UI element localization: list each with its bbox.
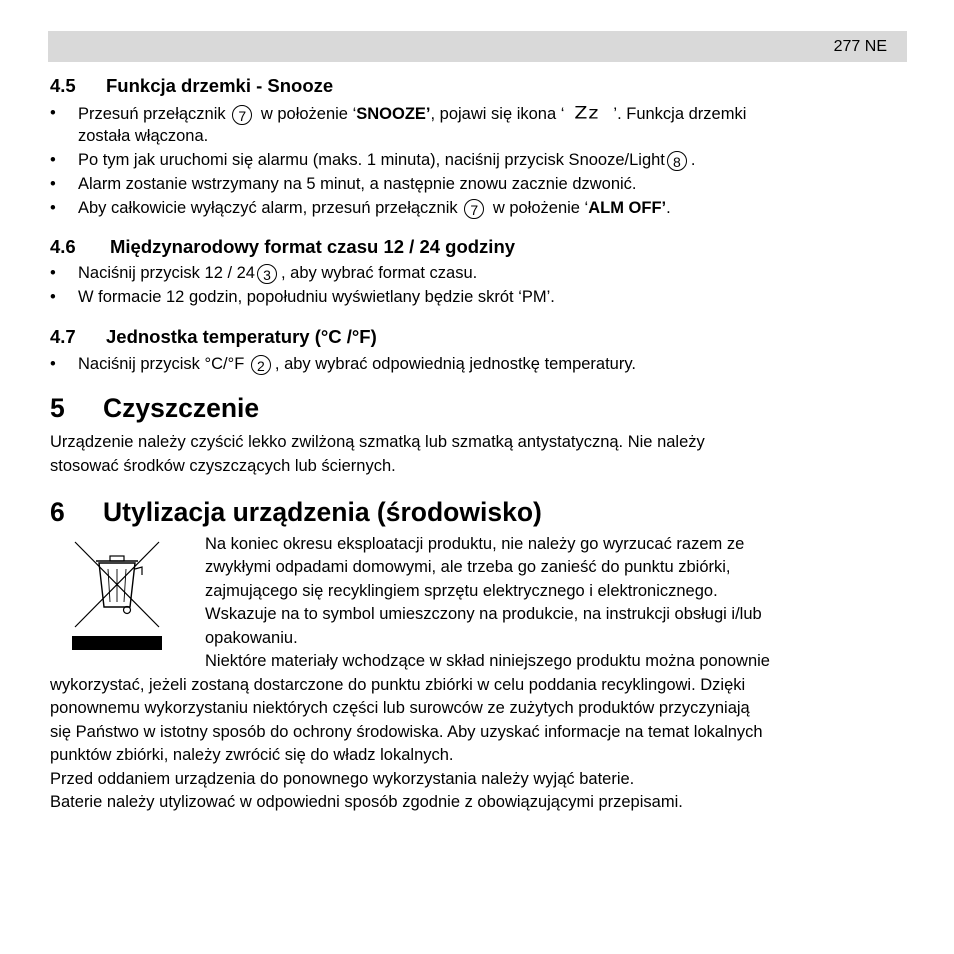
paragraph-line: opakowaniu. [205,629,298,647]
page-header-bar [48,31,907,62]
section-title: Utylizacja urządzenia (środowisko) [103,497,542,527]
section-number: 4.7 [50,326,76,347]
section-number: 4.5 [50,75,76,96]
bullet-icon: • [50,288,56,306]
section-number: 5 [50,393,65,423]
bullet-icon: • [50,175,56,193]
paragraph-line: punktów zbiórki, należy zwrócić się do władz lokalnych. [50,746,454,764]
text: w położenie ‘ [492,199,589,217]
section-6-heading [50,497,542,528]
text: Naciśnij przycisk 12 / 24 [78,264,255,282]
text: Po tym jak uruchomi się alarmu (maks. 1 minuta), naciśnij przycisk Snooze/Light [78,151,665,169]
text: Naciśnij przycisk °C/°F [78,355,245,373]
bullet-icon: • [50,199,56,217]
paragraph-line: zajmującego się recyklingiem sprzętu elektrycznego i elektronicznego. [205,582,718,600]
section-4-5-heading [50,75,333,97]
bullet-icon: • [50,104,56,122]
bullet-icon: • [50,355,56,373]
button-number-icon: 8 [667,151,687,171]
section-number: 6 [50,497,65,527]
button-number-icon: 3 [257,264,277,284]
section-5-heading [50,393,259,424]
paragraph-line: wykorzystać, jeżeli zostaną dostarczone do punktu zbiórki w celu poddania recyklingowi. Dzięki [50,676,746,694]
text: . [666,199,671,217]
paragraph-line: stosować środków czyszczących lub ściernych. [50,457,396,475]
page-number: 277 NE [833,38,887,55]
section-4-6-heading [50,236,515,258]
paragraph-line: zwykłymi odpadami domowymi, ale trzeba go zanieść do punktu zbiórki, [205,558,731,576]
paragraph-line: Urządzenie należy czyścić lekko zwilżoną szmatką lub szmatką antystatyczną. Nie należy [50,433,705,451]
paragraph-line: Przed oddaniem urządzenia do ponownego wykorzystania należy wyjąć baterie. [50,770,635,788]
bullet-icon: • [50,264,56,282]
text: w położenie ‘ [260,105,357,123]
text: , pojawi się ikona ‘ [430,105,565,123]
text: Aby całkowicie wyłączyć alarm, przesuń przełącznik [78,199,458,217]
paragraph-line: Niektóre materiały wchodzące w skład niniejszego produktu można ponownie [205,652,770,670]
paragraph-line: Baterie należy utylizować w odpowiedni sposób zgodnie z obowiązującymi przepisami. [50,793,683,811]
text: . [690,151,696,169]
text: Przesuń przełącznik [78,105,226,123]
paragraph-line: się Państwo w istotny sposób do ochrony środowiska. Aby uzyskać informacje na temat lokalnych [50,723,763,741]
section-title: Czyszczenie [103,393,260,423]
weee-crossed-bin-icon [72,539,162,651]
text: , aby wybrać odpowiednią jednostkę temperatury. [274,355,636,373]
section-4-7-heading [50,326,377,348]
button-number-icon: 2 [251,355,271,375]
bold-text: SNOOZE’ [356,105,431,123]
section-title: Jednostka temperatury (°C /°F) [106,326,377,347]
switch-number-icon: 7 [464,199,484,219]
paragraph-line: Na koniec okresu eksploatacji produktu, nie należy go wyrzucać razem ze [205,535,745,553]
paragraph-line: Wskazuje na to symbol umieszczony na produkcie, na instrukcji obsługi i/lub [205,605,762,623]
text: ’. Funkcja drzemki [613,105,747,123]
switch-number-icon: 7 [232,105,252,125]
snooze-zz-icon: Zz [574,103,600,123]
section-number: 4.6 [50,236,76,257]
paragraph-line: ponownemu wykorzystaniu niektórych części lub surowców ze zużytych produktów przyczyniają [50,699,750,717]
section-title: Funkcja drzemki - Snooze [106,75,334,96]
text: , aby wybrać format czasu. [280,264,478,282]
section-title: Międzynarodowy format czasu 12 / 24 godziny [110,236,516,257]
bold-text: ALM OFF’ [588,199,667,217]
bullet-icon: • [50,151,56,169]
